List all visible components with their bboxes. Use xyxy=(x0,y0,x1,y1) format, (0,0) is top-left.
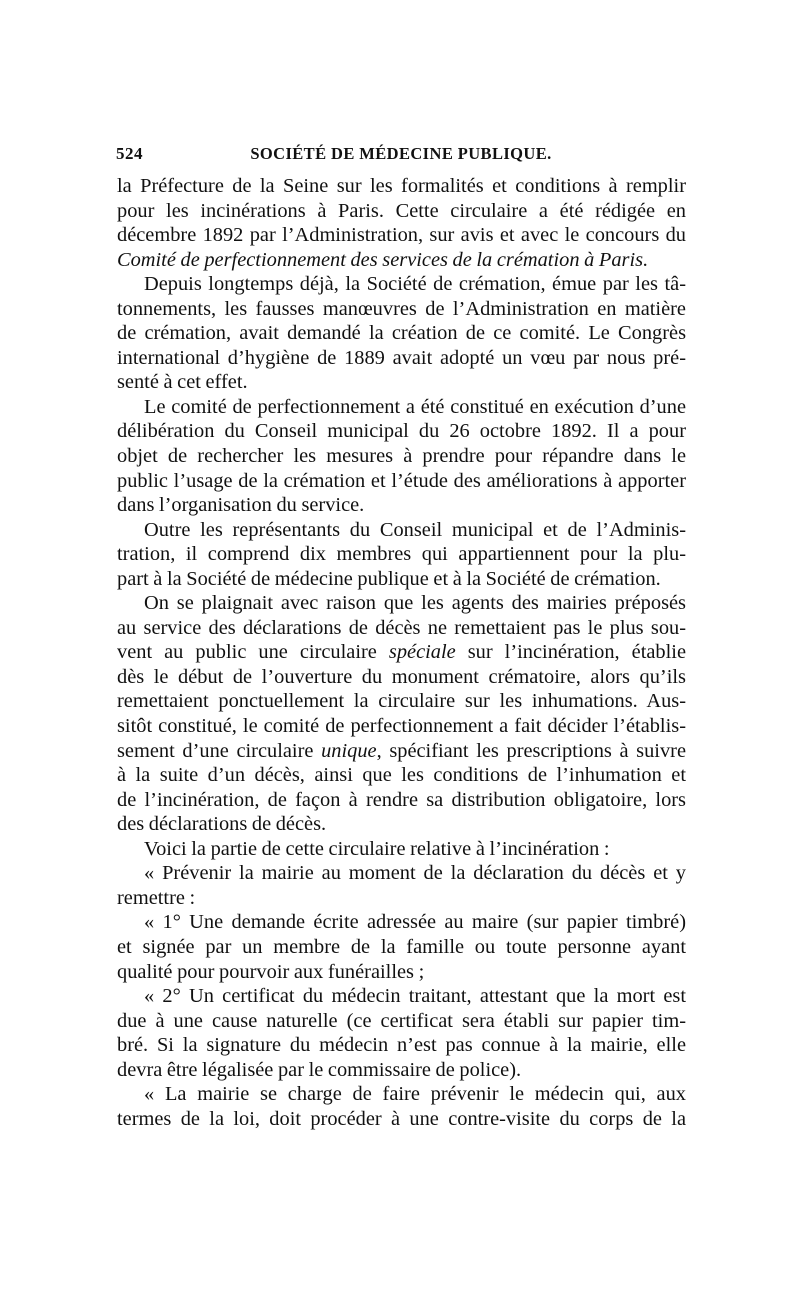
paragraph xyxy=(117,395,686,518)
text-line xyxy=(117,788,686,813)
text-line xyxy=(117,739,686,764)
paragraph xyxy=(117,837,686,862)
text-line xyxy=(117,640,686,665)
paragraph xyxy=(117,910,686,984)
text-line xyxy=(117,321,686,346)
text-run: vent au public une circulaire xyxy=(117,641,389,664)
text-run: bré. Si la signature du médecin n’est pas connue à la mairie, elle xyxy=(117,1034,686,1057)
text-run: « 1° Une demande écrite adressée au maire (sur papier timbré) xyxy=(144,911,686,934)
running-title: SOCIÉTÉ DE MÉDECINE PUBLIQUE. xyxy=(250,144,552,163)
text-run: tonnements, les fausses manœuvres de l’Administration en matière xyxy=(117,297,686,320)
text-line xyxy=(117,1009,686,1034)
paragraph xyxy=(117,861,686,910)
paragraph xyxy=(117,272,686,395)
text-run: sur l’incinération, établie xyxy=(455,641,686,664)
text-run: la Préfecture de la Seine sur les formalités et conditions à remplir xyxy=(117,175,686,197)
text-line xyxy=(117,665,686,690)
text-run: Depuis longtemps déjà, la Société de crémation, émue par les tâ- xyxy=(144,273,686,296)
text-run: qualité pour pourvoir aux funérailles ; xyxy=(117,960,425,983)
paragraph xyxy=(117,518,686,592)
text-line xyxy=(117,1033,686,1058)
text-run: pour les incinérations à Paris. Cette circulaire a été rédigée en xyxy=(117,199,686,222)
text-line xyxy=(117,469,686,494)
text-line xyxy=(117,689,686,714)
text-line xyxy=(117,370,686,395)
text-line xyxy=(117,297,686,322)
text-run: termes de la loi, doit procéder à une contre-visite du corps de la xyxy=(117,1107,686,1130)
text-line xyxy=(117,886,686,911)
paragraph xyxy=(117,174,686,272)
text-line xyxy=(117,837,686,862)
text-line xyxy=(117,1082,686,1107)
text-run: international d’hygiène de 1889 avait adopté un vœu par nous pré- xyxy=(117,346,686,369)
text-run: remettaient ponctuellement la circulaire sur les inhumations. Aus- xyxy=(117,690,686,713)
text-line xyxy=(117,174,686,199)
text-line xyxy=(117,591,686,616)
paragraph xyxy=(117,591,686,836)
text-line xyxy=(117,1058,686,1083)
text-line xyxy=(117,223,686,248)
text-line xyxy=(117,567,686,592)
text-run: Voici la partie de cette circulaire relative à l’incinération : xyxy=(144,837,610,860)
italic-text-run: unique xyxy=(321,739,377,762)
text-run: délibération du Conseil municipal du 26 octobre 1892. Il a pour xyxy=(117,420,686,443)
paragraph xyxy=(117,984,686,1082)
text-run: au service des déclarations de décès ne remettaient pas le plus sou- xyxy=(117,616,686,639)
text-run: , spécifiant les prescriptions à suivre xyxy=(376,739,686,762)
text-line xyxy=(117,960,686,985)
text-run: Le comité de perfectionnement a été constitué en exécution d’une xyxy=(144,395,686,418)
text-line xyxy=(117,1107,686,1132)
text-run: de crémation, avait demandé la création de ce comité. Le Congrès xyxy=(117,322,686,345)
text-run: sitôt constitué, le comité de perfectionnement a fait décider l’établis- xyxy=(117,715,686,738)
text-run: de l’incinération, de façon à rendre sa distribution obligatoire, lors xyxy=(117,788,686,811)
text-run: due à une cause naturelle (ce certificat sera établi sur papier tim- xyxy=(117,1009,686,1032)
text-run: devra être légalisée par le commissaire de police). xyxy=(117,1058,522,1081)
text-run: public l’usage de la crémation et l’étude des améliorations à apporter xyxy=(117,469,686,492)
text-run: Outre les représentants du Conseil municipal et de l’Adminis- xyxy=(144,518,686,541)
text-line xyxy=(117,861,686,886)
text-line xyxy=(117,419,686,444)
text-line xyxy=(117,493,686,518)
text-run: objet de rechercher les mesures à prendre pour répandre dans le xyxy=(117,445,686,468)
text-line xyxy=(117,444,686,469)
text-run: tration, il comprend dix membres qui appartiennent pour la plu- xyxy=(117,543,686,566)
italic-text-run: spéciale xyxy=(388,641,456,664)
text-run: et signée par un membre de la famille ou toute personne ayant xyxy=(117,935,686,958)
text-line xyxy=(117,248,686,273)
text-line xyxy=(117,542,686,567)
text-run: dès le début de l’ouverture du monument crématoire, alors qu’ils xyxy=(117,665,686,688)
text-run: dans l’organisation du service. xyxy=(117,494,365,517)
text-line xyxy=(117,518,686,543)
page-number: 524 xyxy=(116,144,143,163)
text-line xyxy=(117,199,686,224)
text-line xyxy=(117,616,686,641)
paragraph xyxy=(117,1082,686,1131)
text-line xyxy=(117,346,686,371)
text-line xyxy=(117,935,686,960)
text-run: « La mairie se charge de faire prévenir le médecin qui, aux xyxy=(144,1083,686,1106)
body-text xyxy=(117,174,686,1131)
text-run: sement d’une circulaire xyxy=(117,739,322,762)
text-run: des déclarations de décès. xyxy=(117,813,327,836)
text-line xyxy=(117,763,686,788)
page-header xyxy=(116,144,686,168)
text-line xyxy=(117,910,686,935)
text-line xyxy=(117,714,686,739)
text-line xyxy=(117,272,686,297)
text-run: décembre 1892 par l’Administration, sur avis et avec le concours du xyxy=(117,224,686,247)
text-run: « 2° Un certificat du médecin traitant, attestant que la mort est xyxy=(144,985,686,1008)
text-run: On se plaignait avec raison que les agents des mairies préposés xyxy=(144,592,686,615)
text-line xyxy=(117,984,686,1009)
text-run: remettre : xyxy=(117,886,196,909)
text-run: part à la Société de médecine publique et à la Société de crémation. xyxy=(117,567,661,590)
text-line xyxy=(117,812,686,837)
italic-text-run: Comité de perfectionnement des services de la crémation à Paris. xyxy=(117,248,649,271)
text-run: à la suite d’un décès, ainsi que les conditions de l’inhumation et xyxy=(117,764,686,787)
text-line xyxy=(117,395,686,420)
text-run: senté à cet effet. xyxy=(117,371,248,394)
text-run: « Prévenir la mairie au moment de la déclaration du décès et y xyxy=(144,862,686,885)
